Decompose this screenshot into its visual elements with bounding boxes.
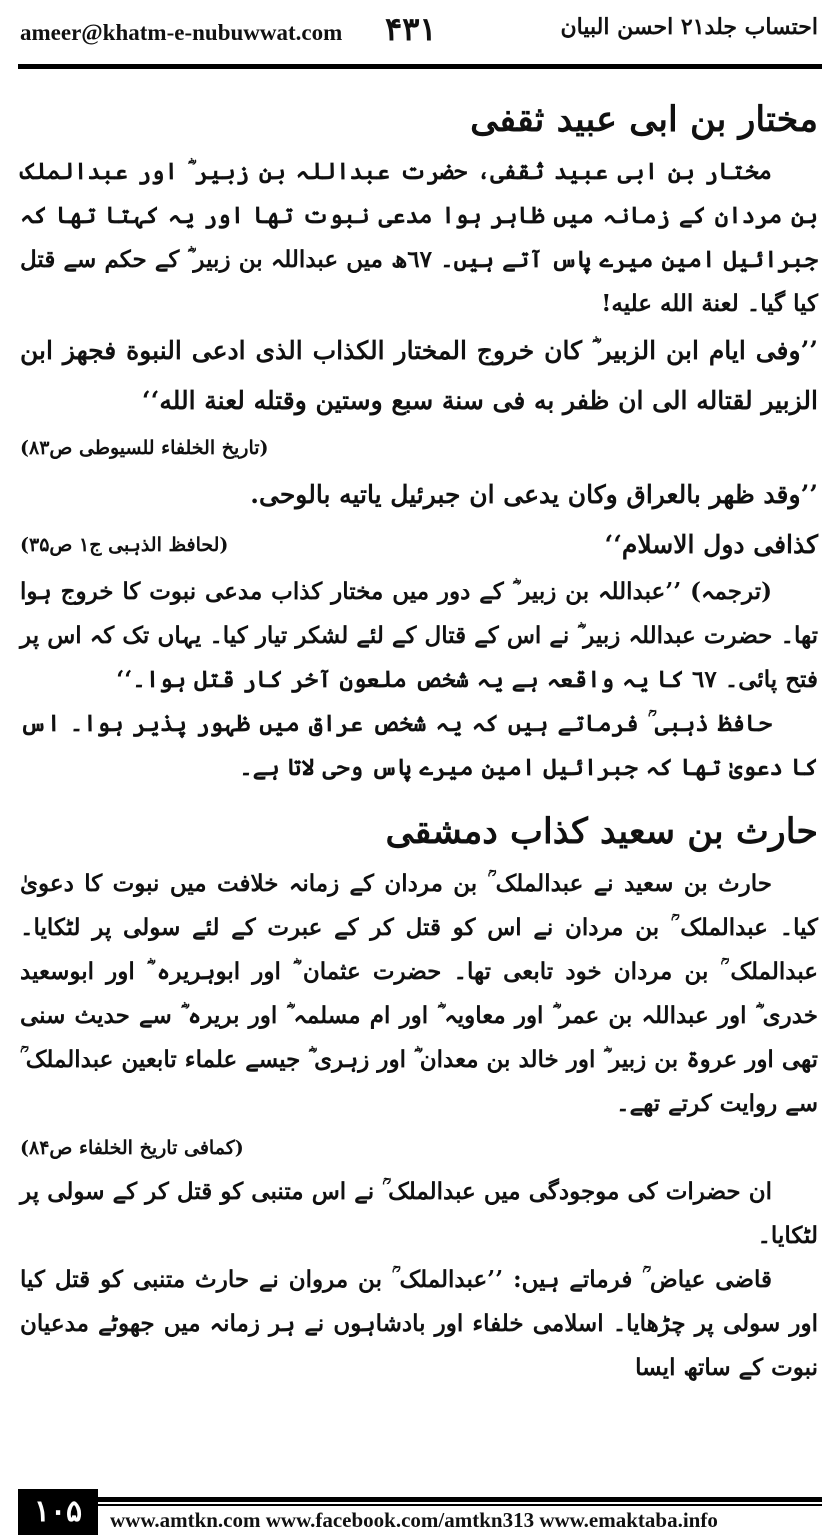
mukhtar-paragraph: مختار بن ابی عبید ثقفی، حضرت عبداللہ بن زبیر ؓ اور عبدالملک بن مردان کے زمانہ میں ظاہر ہوا مدعی نبوت تھا اور یہ کہتا تھا کہ جبرائیل امین میرے پاس آتے ہیں۔ ٦٧ھ میں عبداللہ بن زبیر ؓ کے حکم سے قتل کیا گیا۔ لعنة الله عليه! <box>20 158 818 317</box>
folio-badge: ۱۰۵ <box>18 1489 98 1535</box>
header-rule <box>18 64 822 69</box>
arabic-quote-2: ’’وقد ظهر بالعراق وکان یدعی ان جبرئیل یاتیه بالوحی. <box>250 480 818 509</box>
arabic-quote-1: ’’وفی ایام ابن الزبیر ؓ کان خروج المختار الکذاب الذی ادعی النبوة فجهز ابن الزبیر لقتاله الی ان ظفر به فی سنة سبع وستین وقتله لعنة الله‘‘ <box>20 336 818 415</box>
section-heading-harith: حارث بن سعید کذاب دمشقی <box>385 811 818 852</box>
page-header <box>0 0 840 60</box>
quote2-reference: (لحافظ الذہبی ج۱ ص۳۵) <box>20 534 229 556</box>
footer-urls: www.amtkn.com www.facebook.com/amtkn313 www.emaktaba.info <box>110 1508 718 1532</box>
footer-rule-thin <box>18 1504 822 1506</box>
harith-paragraph: حارث بن سعید نے عبدالملک ؒ بن مردان کے زمانہ خلافت میں نبوت کا دعویٰ کیا۔ عبدالملک ؒ بن مردان نے اس کو قتل کر کے عبرت کے لئے سولی پر لٹکایا۔ عبدالملک ؒ بن مردان خود تابعی تھا۔ حضرت عثمان ؓ اور ابوہریرہ ؓ اور ابوسعید خدری ؓ اور عبداللہ بن عمر ؓ اور معاویہ ؓ اور ام مسلمہ ؓ اور بریرہ ؓ سے حدیث سنی تھی اور عروۃ بن زبیر ؓ اور خالد بن معدان ؓ اور زہری ؓ جیسے علماء تابعین عبدالملک ؒ سے روایت کرتے تھے۔ <box>20 870 818 1117</box>
quote1-reference-line <box>20 426 818 470</box>
running-title: احتساب جلد۲۱ احسن البیان <box>560 14 818 40</box>
closing-paragraph: حافظ ذہبی ؒ فرماتے ہیں کہ یہ شخص عراق میں ظہور پذیر ہوا۔ اس کا دعویٰ تھا کہ جبرائیل امین میرے پاس وحی لاتا ہے۔ <box>20 710 818 781</box>
page-number: ۴۳۱ <box>385 10 437 48</box>
page-body <box>20 78 818 1390</box>
footer-rule <box>18 1497 822 1502</box>
quote1-reference: (تاریخ الخلفاء للسیوطی ص۸۳) <box>20 437 269 459</box>
harith-paragraph-3: قاضی عیاض ؒ فرماتے ہیں: ’’عبدالملک ؒ بن مروان نے حارث متنبی کو قتل کیا اور سولی پر چڑھایا۔ اسلامی خلفاء اور بادشاہوں نے ہر زمانہ میں جھوٹے مدعیان نبوت کے ساتھ ایسا <box>20 1266 818 1381</box>
quote2-reference-line <box>20 520 818 570</box>
harith-paragraph-2: ان حضرات کی موجودگی میں عبدالملک ؒ نے اس متنبی کو قتل کر کے سولی پر لٹکایا۔ <box>20 1178 818 1249</box>
section-heading-mukhtar: مختار بن ابی عبید ثقفی <box>470 99 818 140</box>
translation-paragraph: (ترجمہ) ’’عبداللہ بن زبیر ؓ کے دور میں مختار کذاب مدعی نبوت کا خروج ہوا تھا۔ حضرت عبداللہ زبیر ؓ نے اس کے قتال کے لئے لشکر تیار کیا۔ یہاں تک کہ اس پر فتح پائی۔ ٦٧ کا یہ واقعہ ہے یہ شخص ملعون آخر کار قتل ہوا۔‘‘ <box>20 578 818 693</box>
header-email: ameer@khatm-e-nubuwwat.com <box>20 20 343 45</box>
harith-reference: (کمافی تاریخ الخلفاء ص۸۴) <box>20 1137 244 1159</box>
harith-reference-line <box>20 1126 818 1170</box>
quote2-end: کذافی دول الاسلام‘‘ <box>604 530 818 559</box>
